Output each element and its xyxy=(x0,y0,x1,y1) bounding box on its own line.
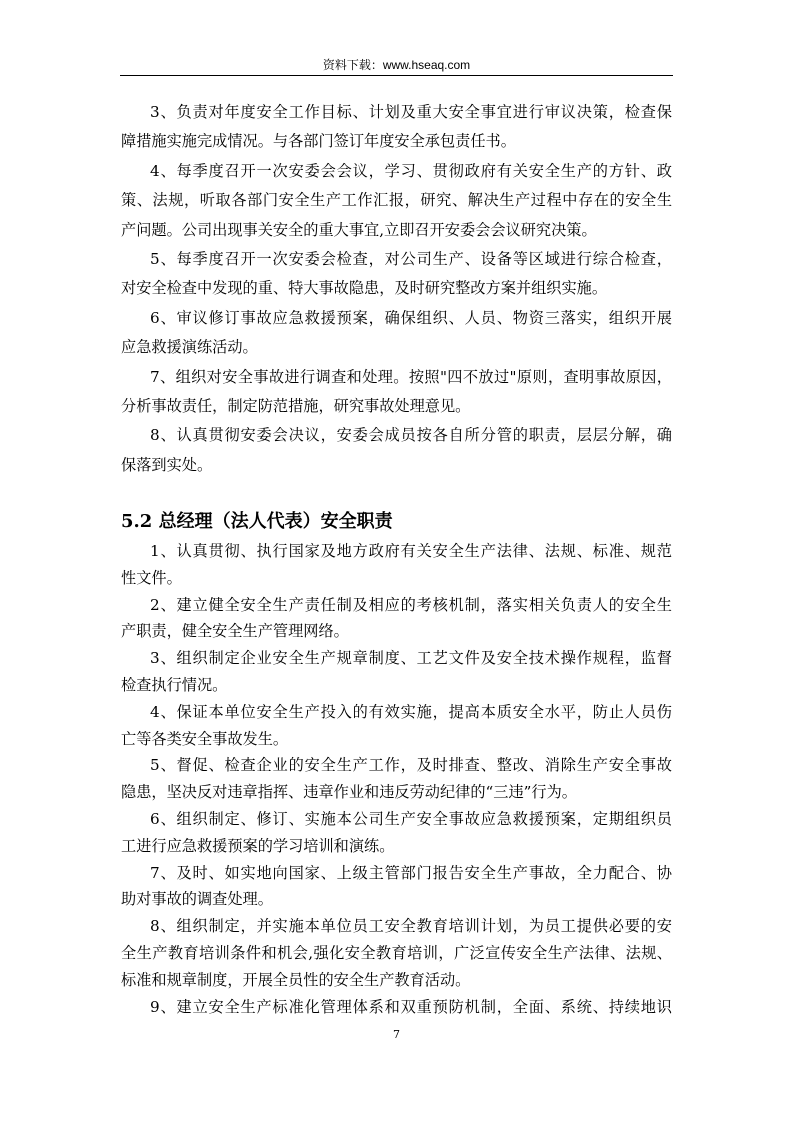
paragraph-line: 7、及时、如实地向国家、上级主管部门报告安全生产事故，全力配合、协 xyxy=(150,863,672,882)
paragraph-line: 对安全检查中发现的重、特大事故隐患，及时研究整改方案并组织实施。 xyxy=(121,279,607,298)
paragraph-line: 障措施实施完成情况。与各部门签订年度安全承包责任书。 xyxy=(121,132,516,151)
paragraph-line: 9、建立安全生产标准化管理体系和双重预防机制，全面、系统、持续地识 xyxy=(150,997,672,1016)
numbered-paragraph xyxy=(121,98,672,157)
paragraph-line: 助对事故的调查处理。 xyxy=(121,890,273,909)
paragraph-line: 5、督促、检查企业的安全生产工作，及时排查、整改、消除生产安全事故 xyxy=(150,756,672,775)
numbered-paragraph xyxy=(121,860,672,914)
numbered-paragraph xyxy=(121,913,672,993)
numbered-paragraph xyxy=(121,245,672,304)
general-manager-duties-list xyxy=(121,538,672,1020)
paragraph-line: 全生产教育培训条件和机会,强化安全教育培训，广泛宣传安全生产法律、法规、 xyxy=(121,943,672,962)
paragraph-line: 亡等各类安全事故发生。 xyxy=(121,729,289,748)
paragraph-line: 应急救援演练活动。 xyxy=(121,338,258,357)
paragraph-line: 1、认真贯彻、执行国家及地方政府有关安全生产法律、法规、标准、规范 xyxy=(150,542,672,560)
numbered-paragraph xyxy=(121,645,672,699)
paragraph-line: 性文件。 xyxy=(121,568,182,587)
paragraph-line: 6、组织制定、修订、实施本公司生产安全事故应急救援预案，定期组织员 xyxy=(150,809,672,828)
paragraph-line: 8、认真贯彻安委会决议，安委会成员按各自所分管的职责，层层分解，确 xyxy=(150,426,672,445)
numbered-paragraph xyxy=(121,304,672,363)
paragraph-line: 保落到实处。 xyxy=(121,455,213,474)
numbered-paragraph xyxy=(121,699,672,753)
header-divider xyxy=(120,75,673,76)
paragraph-line: 产职责，健全安全生产管理网络。 xyxy=(121,622,349,641)
paragraph-line: 检查执行情况。 xyxy=(121,675,228,694)
page-header-text: 资料下载：www.hseaq.com xyxy=(322,58,471,72)
paragraph-line: 分析事故责任，制定防范措施，研究事故处理意见。 xyxy=(121,396,471,415)
paragraph-line: 产问题。公司出现事关安全的重大事宜,立即召开安委会会议研究决策。 xyxy=(121,220,597,239)
numbered-paragraph xyxy=(121,538,672,592)
section-heading: 5.2 总经理（法人代表）安全职责 xyxy=(121,511,393,532)
numbered-paragraph xyxy=(121,752,672,806)
paragraph-line: 2、建立健全安全生产责任制及相应的考核机制，落实相关负责人的安全生 xyxy=(150,595,672,614)
paragraph-line: 6、审议修订事故应急救援预案，确保组织、人员、物资三落实，组织开展 xyxy=(150,308,672,327)
numbered-paragraph xyxy=(121,994,672,1021)
paragraph-line: 工进行应急救援预案的学习培训和演练。 xyxy=(121,836,395,855)
paragraph-line: 策、法规，听取各部门安全生产工作汇报，研究、解决生产过程中存在的安全生 xyxy=(121,191,672,210)
numbered-paragraph xyxy=(121,421,672,480)
numbered-paragraph xyxy=(121,592,672,646)
numbered-paragraph xyxy=(121,806,672,860)
paragraph-line: 4、保证本单位安全生产投入的有效实施，提高本质安全水平，防止人员伤 xyxy=(150,702,672,721)
page-number: 7 xyxy=(393,1028,400,1041)
paragraph-line: 7、组织对安全事故进行调查和处理。按照"四不放过"原则，查明事故原因， xyxy=(150,367,672,386)
numbered-paragraph xyxy=(121,363,672,422)
numbered-paragraph xyxy=(121,157,672,245)
paragraph-line: 3、负责对年度安全工作目标、计划及重大安全事宜进行审议决策，检查保 xyxy=(150,103,672,121)
paragraph-line: 隐患，坚决反对违章指挥、违章作业和违反劳动纪律的“三违”行为。 xyxy=(121,783,577,802)
paragraph-line: 3、组织制定企业安全生产规章制度、工艺文件及安全技术操作规程，监督 xyxy=(150,649,672,668)
paragraph-line: 5、每季度召开一次安委会检查，对公司生产、设备等区域进行综合检查， xyxy=(150,249,672,268)
paragraph-line: 8、组织制定，并实施本单位员工安全教育培训计划，为员工提供必要的安 xyxy=(150,917,672,936)
paragraph-line: 标准和规章制度，开展全员性的安全生产教育活动。 xyxy=(121,970,471,989)
paragraph-line: 4、每季度召开一次安委会会议，学习、贯彻政府有关安全生产的方针、政 xyxy=(150,161,672,180)
continued-duties-list xyxy=(121,98,672,480)
